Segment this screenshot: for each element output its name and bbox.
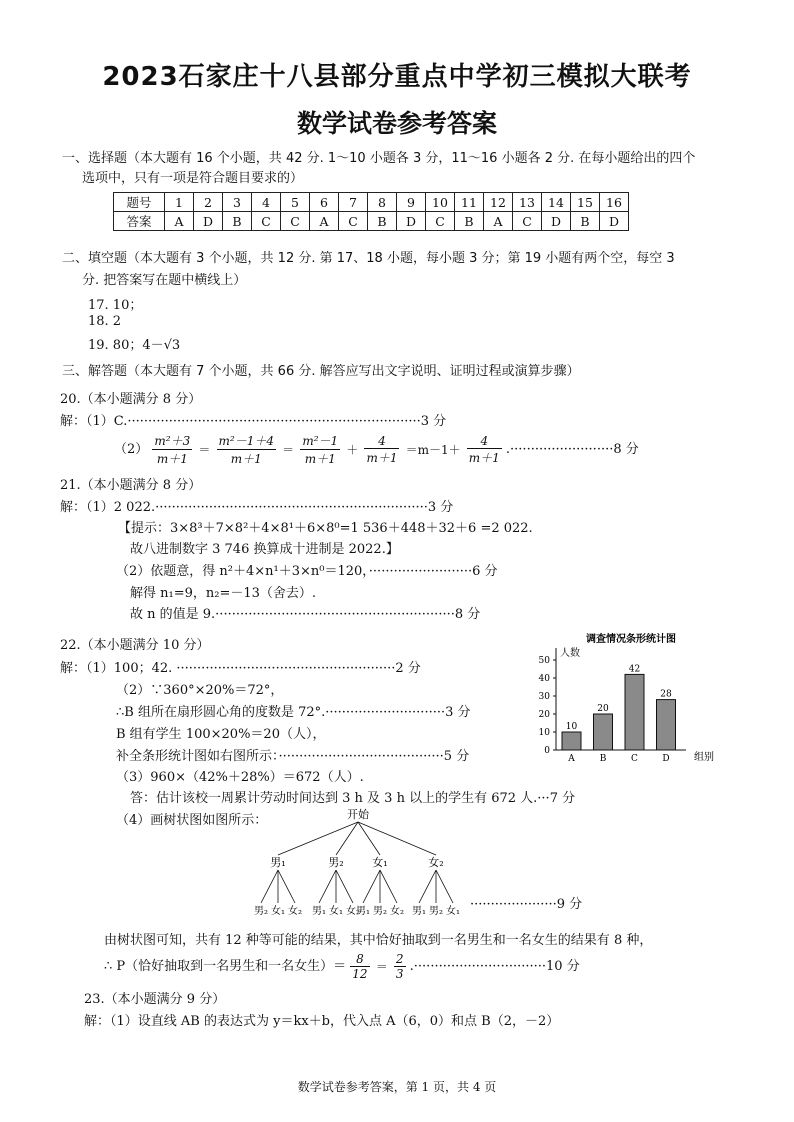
chart-xlabel: 组别: [694, 752, 714, 763]
page-footer: 数学试卷参考答案，第 1 页，共 4 页: [297, 1080, 497, 1094]
answer-19: 19. 80；4－√3: [88, 338, 181, 353]
table-answer-label: 答案: [114, 212, 165, 231]
tree-leaf: 女₁: [328, 906, 344, 917]
section1-heading-cont: 选项中，只有一项是符合题目要求的）: [82, 171, 304, 186]
section1-heading: 一、选择题（本大题有 16 个小题，共 42 分. 1～10 小题各 3 分，11～16 小题各 2 分. 在每小题给出的四个: [62, 151, 696, 166]
chart-yticks: [539, 656, 556, 756]
question-number-cell: 5: [281, 193, 310, 212]
q22-part3: （3）960×（42%＋28%）＝672（人）.: [116, 770, 364, 785]
q22-heading: 22.（本小题满分 10 分）: [60, 638, 210, 653]
q21-part2-solve: 解得 n₁=9，n₂=－13（舍去）.: [130, 586, 317, 601]
fraction: $\frac{4}{m+1}$: [366, 433, 398, 465]
q20-part1: 解：（1）C.·······································································3 分: [60, 414, 447, 429]
bar-chart: [536, 630, 716, 768]
tree-branches: [261, 822, 453, 903]
section2-heading-cont: 分. 把答案写在题中横线上）: [82, 273, 247, 288]
tree-node: 女₂: [428, 856, 444, 869]
fraction: $\frac{\text{m²＋3}}{m+1}$: [154, 434, 191, 466]
q21-heading: 21.（本小题满分 8 分）: [60, 478, 202, 493]
answer-cell: D: [194, 212, 223, 231]
answer-17: 17. 10；: [88, 298, 143, 313]
tree-node: 男₁: [270, 856, 286, 869]
answer-cell: D: [600, 212, 629, 231]
probability-score: .································10 分: [409, 959, 580, 974]
answer-cell: C: [339, 212, 368, 231]
tree-leaf: 男₁: [411, 906, 427, 917]
answer-18: 18. 2: [88, 314, 122, 329]
tree-leaf: 男₂: [428, 906, 444, 917]
tree-branch: [278, 822, 358, 855]
chart-data-label: 20: [597, 704, 609, 714]
chart-title: 调查情况条形统计图: [586, 634, 676, 645]
tree-node: 男₂: [328, 856, 344, 869]
fraction: $\frac{8}{12}$: [352, 952, 368, 981]
answer-cell: B: [368, 212, 397, 231]
question-number-cell: 15: [571, 193, 600, 212]
tree-leaf: 男₂: [372, 906, 388, 917]
tree-leaf: 男₂: [253, 906, 269, 917]
q20-part2: （2） $\frac{\text{m²＋3}}{m+1}$ ＝ $\frac{\text{m²－1＋4}}{m+1}$ ＝ $\frac{\text{m²－1}}{m+1}$ ＋ $\frac{4}{m+1}$ ＝m－1＋ $\frac{4}{m+1}$ .·························8 分: [114, 433, 639, 466]
answer-cell: C: [426, 212, 455, 231]
chart-data-label: 10: [565, 722, 578, 732]
tree-leaf: 男₁: [355, 906, 371, 917]
answer-cell: D: [542, 212, 571, 231]
question-number-cell: 16: [600, 193, 629, 212]
chart-ytick-label: 10: [538, 728, 550, 738]
question-number-cell: 6: [310, 193, 339, 212]
question-number-cell: 8: [368, 193, 397, 212]
tree-leaf: 女₂: [345, 906, 361, 917]
fraction: $\frac{4}{m+1}$: [468, 433, 500, 465]
tree-leaf: 女₂: [389, 906, 405, 917]
tree-leaf: 男₁: [311, 906, 327, 917]
chart-ylabel: 人数: [560, 648, 580, 659]
chart-data-label: 42: [628, 664, 641, 675]
chart-category-label: C: [631, 754, 638, 764]
exam-title: 2023石家庄十八县部分重点中学初三模拟大联考: [102, 62, 692, 92]
fraction: $\frac{\text{m²－1＋4}}{m+1}$: [218, 434, 275, 466]
question-number-cell: 4: [252, 193, 281, 212]
q22-probability: ∴ P（恰好抽取到一名男生和一名女生）＝ $\frac{8}{12}$ ＝ $\frac{2}{3}$ .································10 分: [104, 952, 580, 981]
tree-branch: [419, 870, 436, 903]
tree-root-label: 开始: [347, 808, 369, 821]
answer-cell: D: [397, 212, 426, 231]
tree-level2: [254, 904, 460, 917]
probability-label: ∴ P（恰好抽取到一名男生和一名女生）＝: [104, 959, 347, 974]
tree-branch: [336, 870, 353, 903]
chart-category-label: B: [599, 754, 607, 764]
answer-cell: B: [571, 212, 600, 231]
answer-cell: C: [513, 212, 542, 231]
answer-cell: C: [252, 212, 281, 231]
fraction: $\frac{\text{m²－1}}{m+1}$: [302, 434, 339, 466]
chart-data-label: 28: [660, 689, 672, 700]
q20-part2-label: （2）: [114, 442, 149, 457]
tree-branch: [319, 870, 336, 903]
q23-part1: 解：（1）设直线 AB 的表达式为 y＝kx＋b，代入点 A（6，0）和点 B（2，－2）: [84, 1014, 560, 1029]
question-number-cell: 13: [513, 193, 542, 212]
tree-level1: [270, 855, 443, 869]
tree-leaf: 女₁: [445, 906, 461, 917]
answer-cell: A: [484, 212, 513, 231]
question-number-cell: 9: [397, 193, 426, 212]
q22-conclusion: 由树状图可知，共有 12 种等可能的结果，其中恰好抽取到一名男生和一名女生的结果有 8 种，: [104, 933, 653, 948]
question-number-cell: 14: [542, 193, 571, 212]
tree-diagram: [250, 804, 480, 922]
tree-branch: [380, 870, 397, 903]
q22-part3-answer: 答：估计该校一周累计劳动时间达到 3 h 及 3 h 以上的学生有 672 人.···7 分: [130, 791, 576, 806]
q22-part4: （4）画树状图如图所示：: [116, 813, 268, 828]
section2-heading: 二、填空题（本大题有 3 个小题，共 12 分. 第 17、18 小题，每小题 3 分；第 19 小题有两个空，每空 3: [62, 251, 675, 266]
tree-leaf: 女₁: [270, 906, 286, 917]
q22-part4-score: ·····················9 分: [470, 897, 583, 912]
chart-bars: [562, 664, 676, 764]
chart-bar: [657, 700, 676, 750]
chart-ytick-label: 30: [538, 692, 550, 702]
q22-part2-chart-note: 补全条形统计图如右图所示：········································5 分: [116, 749, 470, 764]
q23-heading: 23.（本小题满分 9 分）: [84, 992, 226, 1007]
chart-ytick-label: 50: [538, 656, 550, 666]
tree-branch: [358, 822, 436, 855]
chart-category-label: A: [568, 754, 575, 764]
question-number-cell: 12: [484, 193, 513, 212]
chart-bar: [625, 674, 644, 750]
answer-cell: A: [310, 212, 339, 231]
answer-cell: B: [455, 212, 484, 231]
tree-branch: [436, 870, 453, 903]
q21-hint: 【提示：3×8³＋7×8²＋4×8¹＋6×8⁰=1 536＋448＋32＋6 =2 022.: [118, 521, 533, 536]
section3-heading: 三、解答题（本大题有 7 个小题，共 66 分. 解答应写出文字说明、证明过程或演算步骤）: [62, 364, 580, 379]
q22-part2: （2）∵360°×20%＝72°，: [116, 683, 284, 698]
chart-ytick-label: 0: [544, 746, 550, 756]
q21-part2: （2）依题意，得 n²＋4×n¹＋3×n⁰＝120，·························6 分: [116, 564, 498, 579]
q21-part1: 解：（1）2 022.··································································3 分: [60, 500, 454, 515]
question-number-cell: 1: [165, 193, 194, 212]
chart-ytick-label: 20: [538, 710, 550, 720]
q20-heading: 20.（本小题满分 8 分）: [60, 392, 202, 407]
tree-node: 女₁: [372, 856, 388, 869]
q22-part1: 解：（1）100；42. ·····················································2 分: [60, 661, 421, 676]
answer-cell: A: [165, 212, 194, 231]
question-number-cell: 10: [426, 193, 455, 212]
chart-bar: [562, 732, 581, 750]
q21-hint-cont: 故八进制数字 3 746 换算成十进制是 2022.】: [130, 542, 399, 557]
tree-branch: [278, 870, 295, 903]
question-number-cell: 7: [339, 193, 368, 212]
table-header-label: 题号: [114, 193, 165, 212]
tree-branch: [261, 870, 278, 903]
answer-key-subtitle: 数学试卷参考答案: [296, 109, 497, 138]
q20-part2-score: .·························8 分: [505, 442, 639, 457]
answer-cell: C: [281, 212, 310, 231]
answer-table: [113, 192, 629, 231]
question-number-cell: 3: [223, 193, 252, 212]
fraction: $\frac{2}{3}$: [395, 952, 404, 981]
question-number-cell: 2: [194, 193, 223, 212]
question-number-cell: 11: [455, 193, 484, 212]
chart-bar: [594, 714, 613, 750]
answer-cell: B: [223, 212, 252, 231]
tree-branch: [363, 870, 380, 903]
tree-leaf: 女₂: [287, 906, 303, 917]
q21-part2-result: 故 n 的值是 9.··························································8 分: [130, 607, 481, 622]
chart-ytick-label: 40: [538, 674, 550, 684]
q22-part2-angle: ∴B 组所在扇形圆心角的度数是 72°.·····························3 分: [116, 705, 471, 720]
q22-part2-count: B 组有学生 100×20%＝20（人），: [116, 727, 326, 742]
chart-category-label: D: [662, 754, 670, 764]
